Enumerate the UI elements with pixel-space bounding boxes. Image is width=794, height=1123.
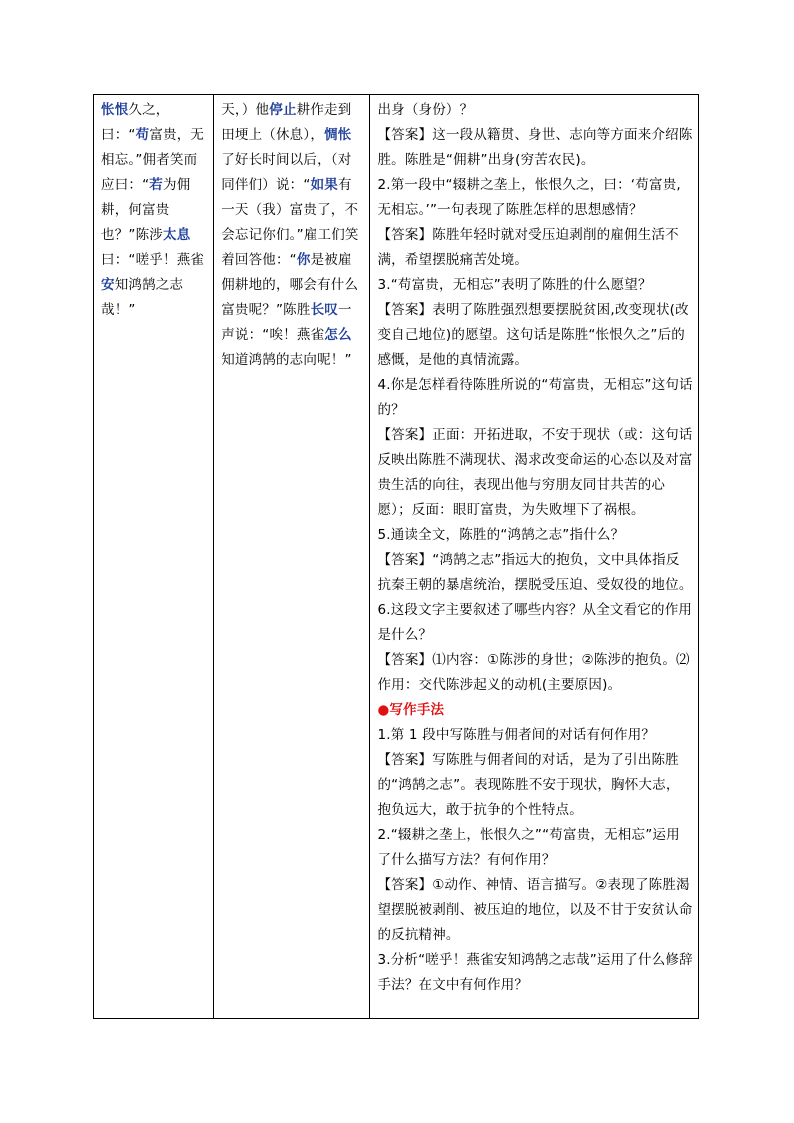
keyword: 若 xyxy=(149,177,163,193)
answer-text: ⑴内容：①陈涉的身世；②陈涉的抱负。⑵作用：交代陈涉起义的动机(主要原因)。 xyxy=(377,652,690,693)
keyword: 安 xyxy=(101,277,115,293)
answer-text: 这一段从籍贯、身世、志向等方面来介绍陈胜。陈胜是“佣耕”出身(穷苦农民)。 xyxy=(377,127,693,168)
bullet-icon: ● xyxy=(377,702,390,718)
question: 4.你是怎样看待陈胜所说的“苟富贵，无相忘”这句话的？ xyxy=(377,377,693,418)
paragraph: 出身（身份）？ xyxy=(377,102,474,118)
translation-text xyxy=(221,98,364,373)
answer-label: 【答案】 xyxy=(377,752,433,768)
translation-cell xyxy=(214,95,370,1019)
section-heading-text: 写作手法 xyxy=(389,702,445,718)
keyword: 怎么 xyxy=(324,327,352,343)
text-span: 富贵，无相忘。”佣者笑而应曰：“ xyxy=(101,127,205,193)
text-span: 知鸿鹄之志哉！” xyxy=(101,277,184,318)
question: 3.“苟富贵，无相忘”表明了陈胜的什么愿望？ xyxy=(377,277,652,293)
text-span: 了好长时间以后，（对同伴们）说：“ xyxy=(221,152,352,193)
answer-label: 【答案】 xyxy=(377,227,433,243)
text-span: 久之，曰：“ xyxy=(101,102,170,143)
original-text xyxy=(101,98,208,323)
answer xyxy=(377,548,693,598)
answer xyxy=(377,748,693,823)
answer-text: “鸿鹄之志”指远大的抱负，文中具体指反抗秦王朝的暴虐统治，摆脱受压迫、受奴役的地位。 xyxy=(377,552,693,593)
answer-label: 【答案】 xyxy=(377,302,433,318)
keyword: 如果 xyxy=(310,177,338,193)
answer-label: 【答案】 xyxy=(377,877,433,893)
text-span: 耕作走到田埂上（休息）， xyxy=(221,102,352,143)
keyword: 你 xyxy=(296,252,311,268)
answer-text: 写陈胜与佣者间的对话，是为了引出陈胜的“鸿鹄之志”。表现陈胜不安于现状，胸怀大志，抱负远大，敢于抗争的个性特点。 xyxy=(377,752,680,818)
text-span: 知道鸿鹄的志向呢！” xyxy=(221,352,352,368)
answer xyxy=(377,648,693,698)
answer xyxy=(377,873,693,948)
text-span: 为佣耕，何富贵也？”陈涉 xyxy=(101,177,191,243)
answer xyxy=(377,423,693,523)
original-text-cell xyxy=(94,95,214,1019)
keyword: 苟 xyxy=(135,127,150,143)
answer-label: 【答案】 xyxy=(377,427,433,443)
content-table xyxy=(93,94,699,1019)
keyword: 惆怅 xyxy=(324,127,352,143)
section-heading xyxy=(377,698,693,723)
answer-label: 【答案】 xyxy=(377,652,433,668)
text-span: 曰：“嗟乎！燕雀 xyxy=(101,252,205,268)
text-span: 一声说：“唉！燕雀 xyxy=(221,302,352,343)
question: 6.这段文字主要叙述了哪些内容？从全文看它的作用是什么？ xyxy=(377,602,693,643)
answer xyxy=(377,223,693,273)
keyword: 停止 xyxy=(269,102,297,118)
keyword: 怅恨 xyxy=(101,102,129,118)
answer xyxy=(377,298,693,373)
text-span: 是被雇佣耕地的，哪会有什么富贵呢？”陈胜 xyxy=(221,252,359,318)
answer-text: 正面：开拓进取，不安于现状（或：这句话反映出陈胜不满现状、渴求改变命运的心态以及对富贵生活的向往，表现出他与穷朋友同甘共苦的心愿）；反面：眼盯富贵，为失败埋下了祸根。 xyxy=(377,427,693,518)
table-row xyxy=(94,95,699,1019)
text-span: 天，）他 xyxy=(221,102,270,118)
answer-text: 表明了陈胜强烈想要摆脱贫困,改变现状(改变自己地位)的愿望。这句话是陈胜“怅恨久之”后的感慨，是他的真情流露。 xyxy=(377,302,689,368)
answer-label: 【答案】 xyxy=(377,127,433,143)
question: 2.第一段中“辍耕之垄上，怅恨久之，曰：‘苟富贵,无相忘。’”一句表现了陈胜怎样的思想感情？ xyxy=(377,177,681,218)
answer-text: ①动作、神情、语言描写。②表现了陈胜渴望摆脱被剥削、被压迫的地位，以及不甘于安贫认命的反抗精神。 xyxy=(377,877,693,943)
question: 3.分析“嗟乎！燕雀安知鸿鹄之志哉”运用了什么修辞手法？在文中有何作用？ xyxy=(377,952,693,993)
question: 5.通读全文，陈胜的“鸿鹄之志”指什么？ xyxy=(377,527,625,543)
question: 2.“辍耕之垄上，怅恨久之”“苟富贵，无相忘”运用了什么描写方法？有何作用？ xyxy=(377,827,680,868)
answer-text: 陈胜年轻时就对受压迫剥削的雇佣生活不满，希望摆脱痛苦处境。 xyxy=(377,227,679,268)
text-span: 有一天（我）富贵了，不会忘记你们。”雇工们笑着回答他：“ xyxy=(221,177,359,268)
question: 1.第 1 段中写陈胜与佣者间的对话有何作用？ xyxy=(377,727,656,743)
keyword: 太息 xyxy=(163,227,191,243)
answer xyxy=(377,123,693,173)
keyword: 长叹 xyxy=(310,302,338,318)
qa-cell xyxy=(370,95,699,1019)
answer-label: 【答案】 xyxy=(377,552,433,568)
